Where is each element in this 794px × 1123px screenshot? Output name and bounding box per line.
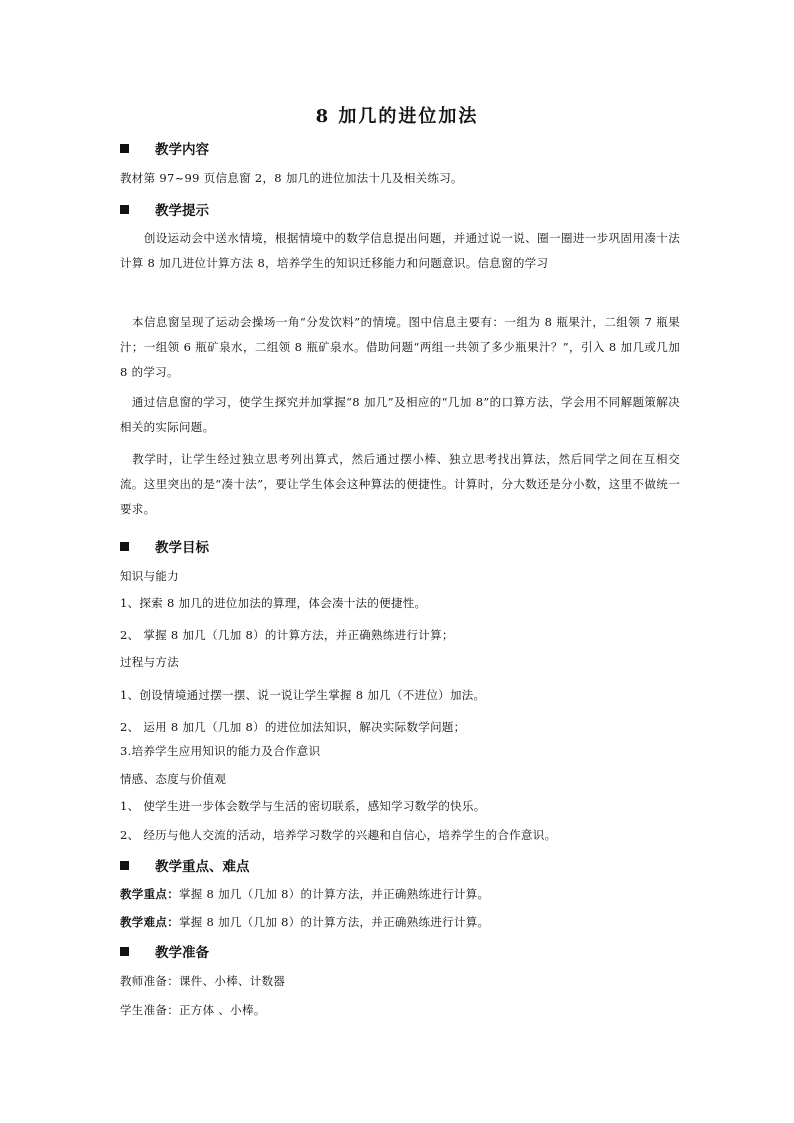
key-point-text: 掌握 8 加几（几加 8）的计算方法，并正确熟练进行计算。	[179, 887, 490, 901]
section-heading-prep	[120, 941, 209, 961]
square-bullet-icon	[120, 542, 129, 551]
paragraph-text: 创设运动会中送水情境，根据情境中的数学信息提出问题，并通过说一说、圈一圈进一步巩固用凑十法计算 8 加几进位计算方法 8，培养学生的知识迁移能力和问题意识。信息窗的学习	[120, 231, 680, 270]
section-heading-label: 教学内容	[155, 142, 209, 158]
goals-subheading-emotion: 情感、态度与价值观	[120, 772, 227, 786]
content-text: 教材第 97~99 页信息窗 2，8 加几的进位加法十几及相关练习。	[120, 171, 463, 185]
goal-item: 2、 掌握 8 加几（几加 8）的计算方法，并正确熟练进行计算；	[120, 628, 454, 642]
difficult-point-label: 教学难点：	[120, 915, 179, 929]
hints-paragraph-2	[120, 310, 680, 385]
hints-paragraph-3	[120, 390, 680, 440]
goals-subheading-knowledge: 知识与能力	[120, 569, 179, 583]
section-heading-label: 教学提示	[155, 203, 209, 219]
difficult-point-text: 掌握 8 加几（几加 8）的计算方法，并正确熟练进行计算。	[179, 915, 490, 929]
section-heading-label: 教学目标	[155, 540, 209, 556]
section-heading-label: 教学准备	[155, 945, 209, 961]
hints-paragraph-4	[120, 447, 680, 522]
square-bullet-icon	[120, 861, 129, 870]
square-bullet-icon	[120, 947, 129, 956]
goal-item: 2、 经历与他人交流的活动，培养学习数学的兴趣和自信心，培养学生的合作意识。	[120, 828, 557, 842]
paragraph-text: 教学时，让学生经过独立思考列出算式，然后通过摆小棒、独立思考找出算法，然后同学之间在互相交流。这里突出的是“凑十法”，要让学生体会这种算法的便捷性。计算时，分大数还是分小数，这里不做统一要求。	[120, 452, 680, 516]
section-heading-label: 教学重点、难点	[155, 859, 250, 875]
paragraph-text: 通过信息窗的学习，使学生探究并加掌握“8 加几”及相应的“几加 8”的口算方法，学会用不同解题策解决相关的实际问题。	[120, 395, 680, 434]
section-heading-hints	[120, 199, 209, 219]
teacher-prep: 教师准备：课件、小棒、计数器	[120, 974, 286, 988]
section-heading-key	[120, 855, 250, 875]
key-point-label: 教学重点：	[120, 887, 179, 901]
document-title: 8 加几的进位加法	[315, 106, 479, 127]
goal-item: 1、 使学生进一步体会数学与生活的密切联系，感知学习数学的快乐。	[120, 799, 486, 813]
section-heading-goals	[120, 536, 209, 556]
goal-item: 2、 运用 8 加几（几加 8）的进位加法知识，解决实际数学问题；	[120, 720, 466, 734]
goal-item: 3.培养学生应用知识的能力及合作意识	[120, 744, 321, 758]
goals-subheading-process: 过程与方法	[120, 655, 179, 669]
student-prep: 学生准备：正方体 、小棒。	[120, 1003, 266, 1017]
section-heading-content	[120, 138, 209, 158]
goal-item: 1、探索 8 加几的进位加法的算理，体会凑十法的便捷性。	[120, 596, 427, 610]
paragraph-text: 本信息窗呈现了运动会操场一角“分发饮料”的情境。图中信息主要有：一组为 8 瓶果汁，二组领 7 瓶果汁；一组领 6 瓶矿泉水，二组领 8 瓶矿泉水。借助问题“两组一共领了多少瓶果汁？”，引入 8 加几或几加 8 的学习。	[120, 315, 680, 379]
goal-item: 1、创设情境通过摆一摆、说一说让学生掌握 8 加几（不进位）加法。	[120, 688, 486, 702]
hints-paragraph-1	[120, 226, 680, 276]
difficult-point-line	[120, 914, 680, 930]
square-bullet-icon	[120, 144, 129, 153]
square-bullet-icon	[120, 205, 129, 214]
key-point-line	[120, 886, 680, 902]
